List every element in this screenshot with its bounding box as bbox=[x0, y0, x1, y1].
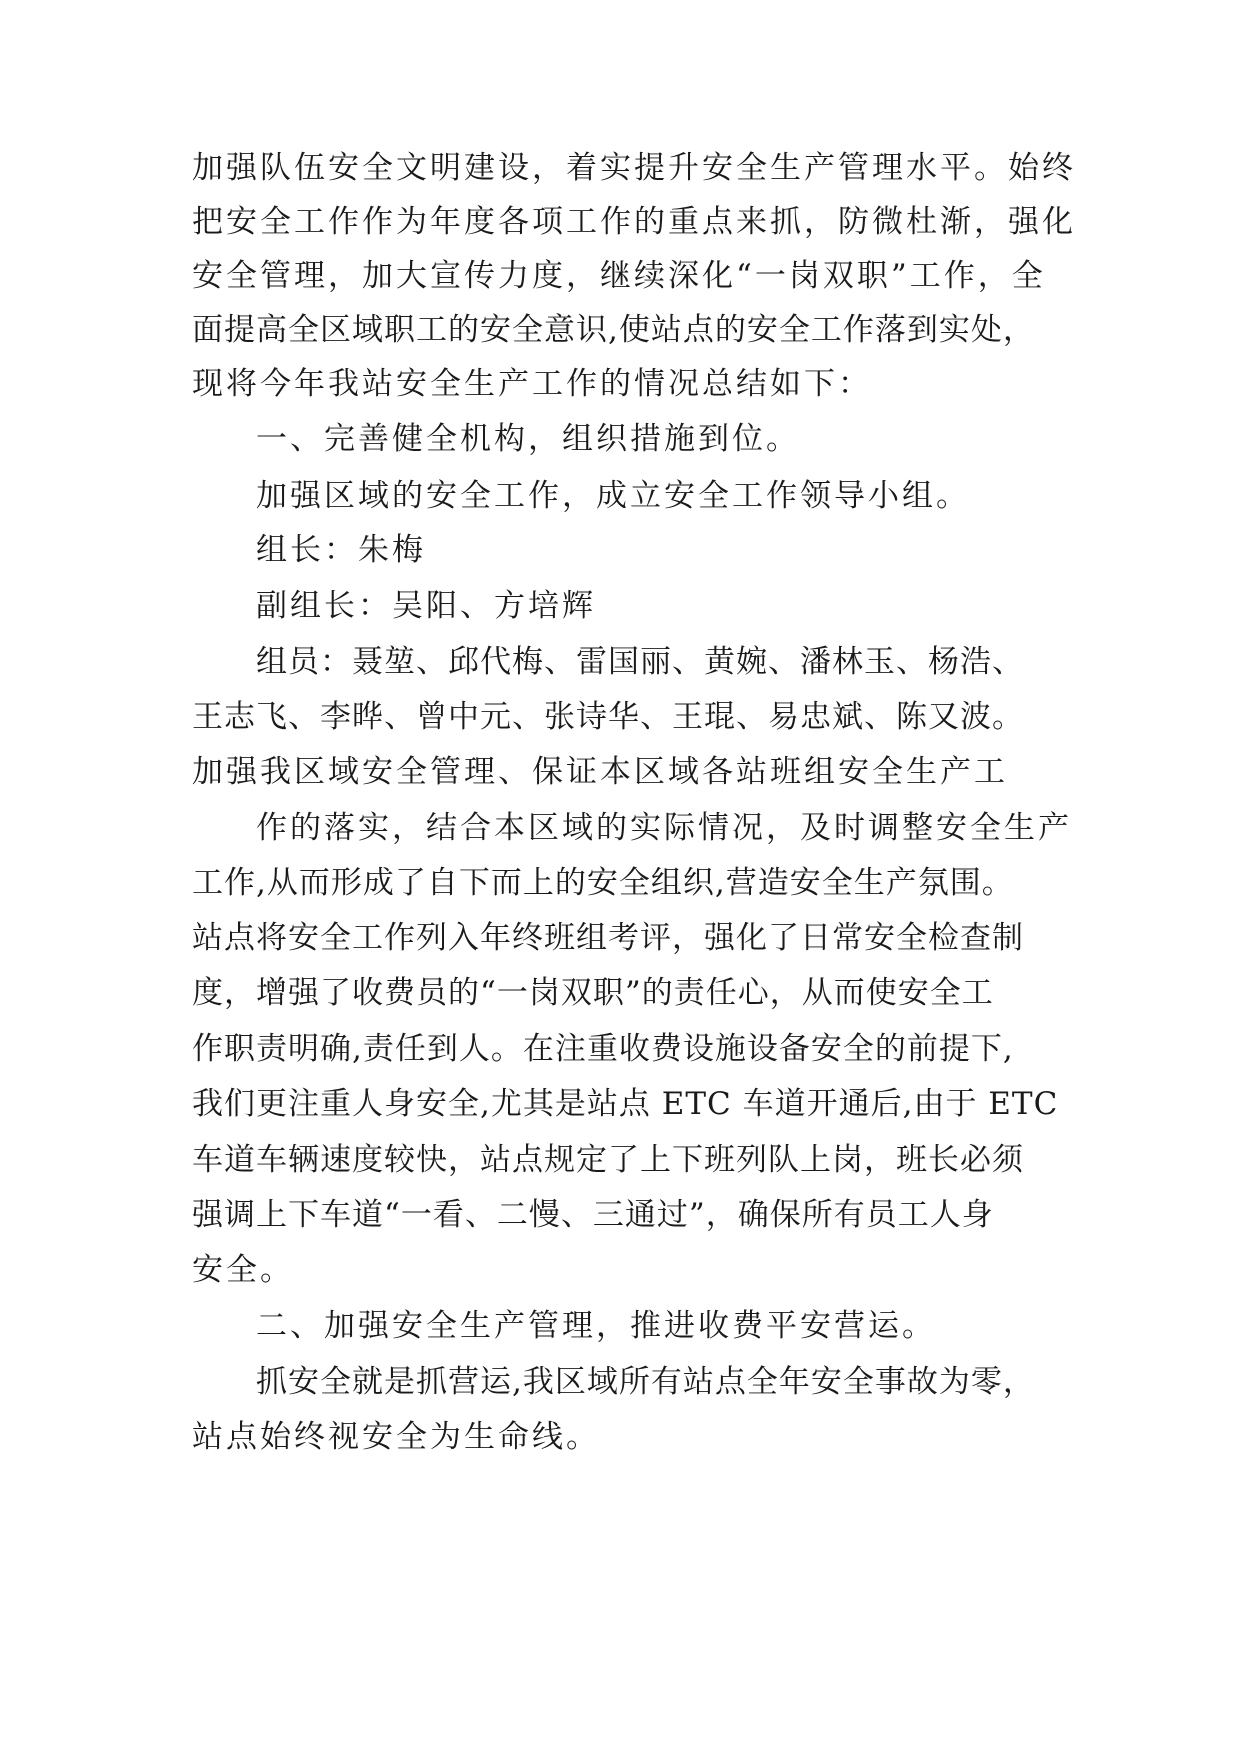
paragraph-line: 作的落实，结合本区域的实际情况，及时调整安全生产 bbox=[256, 810, 1072, 846]
paragraph-line: 加强区域的安全工作，成立安全工作领导小组。 bbox=[256, 478, 970, 514]
members-line: 组员：聂堃、邱代梅、雷国丽、黄婉、潘林玉、杨浩、 bbox=[256, 644, 1024, 680]
paragraph-line: 安全。 bbox=[192, 1252, 294, 1288]
paragraph-line: 面提高全区域职工的安全意识,使站点的安全工作落到实处， bbox=[192, 312, 1035, 348]
paragraph-line: 度，增强了收费员的“一岗双职”的责任心，从而使安全工 bbox=[192, 975, 994, 1011]
leader-line: 组长：朱梅 bbox=[256, 532, 426, 568]
paragraph-line: 强调上下车道“一看、二慢、三通过”，确保所有员工人身 bbox=[192, 1197, 994, 1233]
paragraph-line: 车道车辆速度较快，站点规定了上下班列队上岗，班长必须 bbox=[192, 1142, 1024, 1178]
section-heading: 一、完善健全机构，组织措施到位。 bbox=[256, 421, 800, 457]
deputy-leader-line: 副组长：吴阳、方培辉 bbox=[256, 588, 596, 624]
paragraph-line: 站点将安全工作列入年终班组考评，强化了日常安全检查制 bbox=[192, 920, 1024, 956]
paragraph-line: 把安全工作作为年度各项工作的重点来抓，防微杜渐，强化 bbox=[192, 204, 1076, 240]
paragraph-line: 我们更注重人身安全,尤其是站点 ETC 车道开通后,由于 ETC bbox=[192, 1086, 1059, 1122]
paragraph-line: 现将今年我站安全生产工作的情况总结如下： bbox=[192, 366, 872, 402]
members-line: 王志飞、李晔、曾中元、张诗华、王琨、易忠斌、陈又波。 bbox=[192, 699, 1024, 735]
paragraph-line: 加强队伍安全文明建设，着实提升安全生产管理水平。始终 bbox=[192, 150, 1076, 186]
section-heading: 二、加强安全生产管理，推进收费平安营运。 bbox=[256, 1308, 936, 1344]
paragraph-line: 安全管理，加大宣传力度，继续深化“一岗双职”工作，全 bbox=[192, 258, 1046, 294]
paragraph-line: 抓安全就是抓营运,我区域所有站点全年安全事故为零， bbox=[256, 1364, 1035, 1400]
paragraph-line: 工作,从而形成了自下而上的安全组织,营造安全生产氛围。 bbox=[192, 865, 1014, 901]
paragraph-line: 作职责明确,责任到人。在注重收费设施设备安全的前提下, bbox=[192, 1031, 1014, 1067]
paragraph-line: 站点始终视安全为生命线。 bbox=[192, 1419, 600, 1455]
paragraph-line: 加强我区域安全管理、保证本区域各站班组安全生产工 bbox=[192, 754, 1008, 790]
